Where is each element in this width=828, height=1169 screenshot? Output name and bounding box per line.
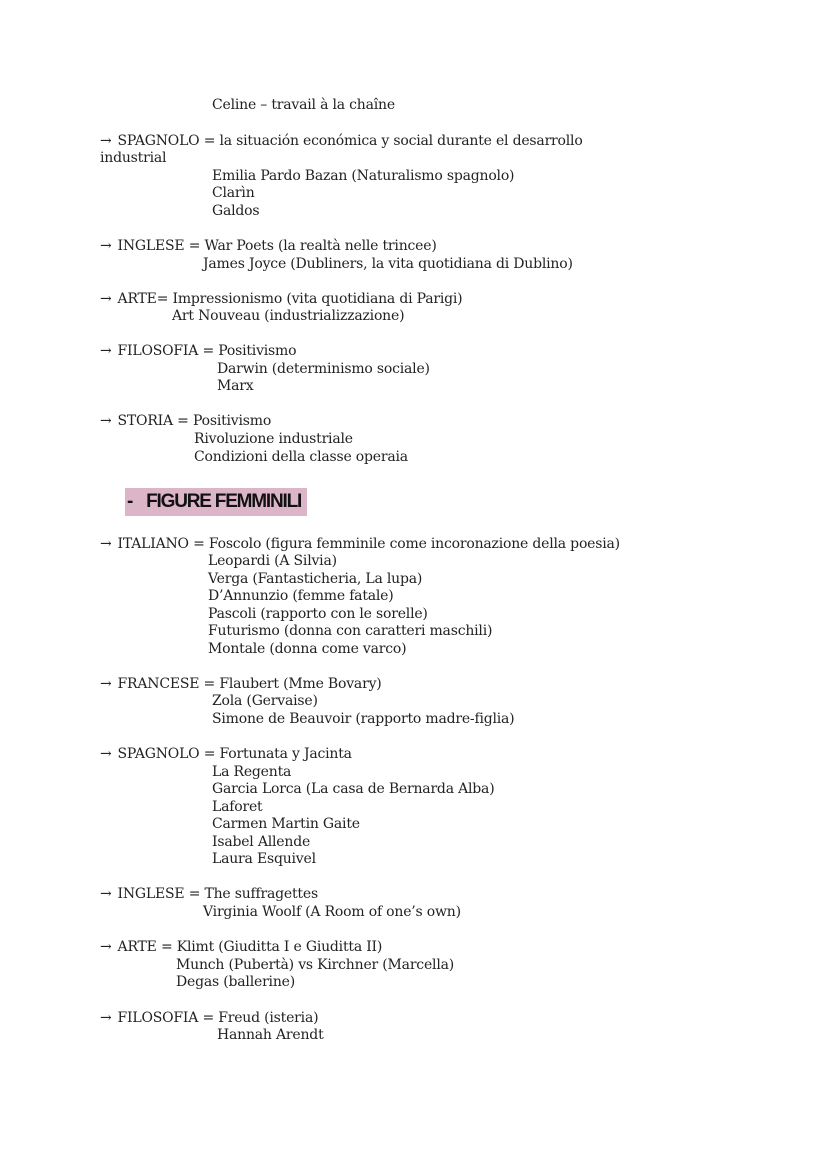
text-line: Simone de Beauvoir (rapporto madre-figlia) xyxy=(212,711,515,727)
subject-label: FILOSOFIA xyxy=(117,343,199,359)
subject-label: ITALIANO xyxy=(117,536,189,552)
subject-text: = Positivismo xyxy=(172,413,272,429)
text-line: Montale (donna come varco) xyxy=(208,641,407,657)
subject-label: INGLESE xyxy=(117,238,185,254)
text-line: Emilia Pardo Bazan (Naturalismo spagnolo) xyxy=(212,168,515,184)
subject-label: FRANCESE xyxy=(117,676,200,692)
subject-line-inglese xyxy=(100,238,437,255)
text-line: Condizioni della classe operaia xyxy=(194,449,408,465)
subject-line-spagnolo-2 xyxy=(100,746,352,763)
arrow-icon: → xyxy=(100,1010,112,1026)
subject-label: ARTE xyxy=(117,939,157,955)
subject-label: STORIA xyxy=(117,413,173,429)
text-line: Garcia Lorca (La casa de Bernarda Alba) xyxy=(212,781,495,797)
subject-label: FILOSOFIA xyxy=(117,1010,199,1026)
subject-line-arte xyxy=(100,291,462,308)
text-line: James Joyce (Dubliners, la vita quotidiana di Dublino) xyxy=(203,256,573,272)
text-line: Clarìn xyxy=(212,185,255,201)
text-line: Darwin (determinismo sociale) xyxy=(217,361,430,377)
text-line: Laforet xyxy=(212,799,263,815)
subject-line-filosofia-2 xyxy=(100,1010,318,1027)
subject-line-filosofia xyxy=(100,343,296,360)
subject-label: INGLESE xyxy=(117,886,185,902)
subject-line-storia xyxy=(100,413,271,430)
text-line: Futurismo (donna con caratteri maschili) xyxy=(208,623,493,639)
subject-text: = Flaubert (Mme Bovary) xyxy=(199,676,382,692)
arrow-icon: → xyxy=(100,886,112,902)
arrow-icon: → xyxy=(100,133,112,149)
text-line: Carmen Martin Gaite xyxy=(212,816,360,832)
subject-label: ARTE xyxy=(117,291,157,307)
text-line: Art Nouveau (industrializzazione) xyxy=(172,308,405,324)
text-line: Hannah Arendt xyxy=(217,1027,324,1043)
subject-text: = The suffragettes xyxy=(184,886,318,902)
subject-line-arte-2 xyxy=(100,939,382,956)
subject-text: = Impressionismo (vita quotidiana di Parigi) xyxy=(156,291,463,307)
text-line: Verga (Fantasticheria, La lupa) xyxy=(208,571,423,587)
subject-text: = War Poets (la realtà nelle trincee) xyxy=(184,238,437,254)
subject-line-inglese-2 xyxy=(100,886,318,903)
arrow-icon: → xyxy=(100,343,112,359)
arrow-icon: → xyxy=(100,413,112,429)
text-line: industrial xyxy=(100,150,167,166)
text-line: Rivoluzione industriale xyxy=(194,431,353,447)
text-line: Virginia Woolf (A Room of one’s own) xyxy=(203,904,461,920)
subject-text: = la situación económica y social durante el desarrollo xyxy=(199,133,583,149)
text-line: Celine – travail à la chaîne xyxy=(212,97,395,113)
text-line: Zola (Gervaise) xyxy=(212,693,318,709)
subject-text: = Positivismo xyxy=(198,343,297,359)
subject-line-francese xyxy=(100,676,382,693)
arrow-icon: → xyxy=(100,291,112,307)
text-line: Galdos xyxy=(212,203,260,219)
arrow-icon: → xyxy=(100,939,112,955)
subject-label: SPAGNOLO xyxy=(117,133,200,149)
arrow-icon: → xyxy=(100,746,112,762)
arrow-icon: → xyxy=(100,238,112,254)
text-line: Laura Esquivel xyxy=(212,851,316,867)
heading-text: FIGURE FEMMINILI xyxy=(146,491,302,512)
text-line: D’Annunzio (femme fatale) xyxy=(208,588,394,604)
subject-text: = Foscolo (figura femminile come incoronazione della poesia) xyxy=(188,536,620,552)
subject-text: = Fortunata y Jacinta xyxy=(199,746,352,762)
text-line: La Regenta xyxy=(212,764,292,780)
subject-line-italiano xyxy=(100,536,620,553)
section-heading xyxy=(125,488,307,516)
subject-text: = Freud (isteria) xyxy=(198,1010,319,1026)
text-line: Isabel Allende xyxy=(212,834,311,850)
subject-label: SPAGNOLO xyxy=(117,746,200,762)
text-line: Pascoli (rapporto con le sorelle) xyxy=(208,606,428,622)
text-line: Marx xyxy=(217,378,254,394)
arrow-icon: → xyxy=(100,536,112,552)
text-line: Munch (Pubertà) vs Kirchner (Marcella) xyxy=(176,957,454,973)
text-line: Degas (ballerine) xyxy=(176,974,295,990)
arrow-icon: → xyxy=(100,676,112,692)
text-line: Leopardi (A Silvia) xyxy=(208,553,337,569)
heading-dash: - xyxy=(127,491,133,512)
subject-line-spagnolo xyxy=(100,133,583,150)
subject-text: = Klimt (Giuditta I e Giuditta II) xyxy=(156,939,383,955)
